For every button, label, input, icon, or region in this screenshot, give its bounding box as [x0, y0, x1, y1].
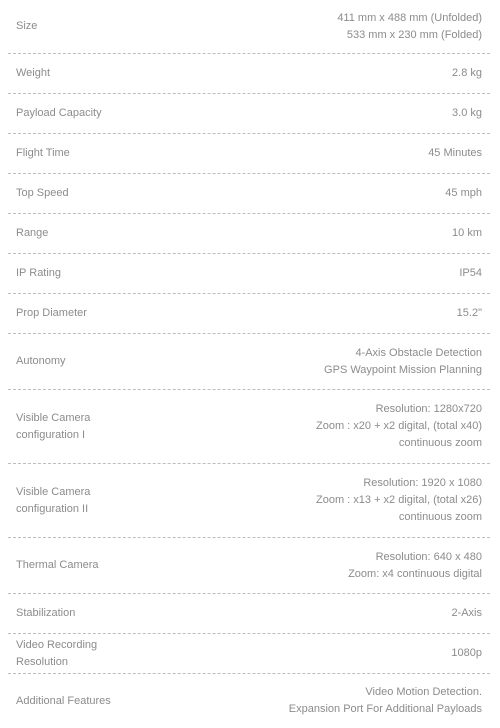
spec-value [146, 645, 482, 662]
spec-row-flight-time [8, 134, 490, 174]
spec-label: Visible Camera configuration I [16, 411, 91, 441]
spec-label: Visible Camera configuration II [16, 485, 91, 515]
spec-value [111, 684, 482, 718]
spec-value-line: 2.8 kg [452, 67, 482, 79]
spec-row-video-recording [8, 634, 490, 674]
spec-value-line: continuous zoom [398, 511, 482, 523]
spec-row-range [8, 214, 490, 254]
spec-value [87, 305, 482, 322]
spec-row-visible-camera-2 [8, 464, 490, 538]
spec-value [50, 65, 482, 82]
spec-value [75, 605, 482, 622]
spec-value [69, 185, 482, 202]
spec-row-weight [8, 54, 490, 94]
spec-value-line: 3.0 kg [452, 107, 482, 119]
spec-value [146, 401, 482, 452]
spec-value-line: Zoom : x13 + x2 digital, (total x26) [316, 494, 482, 506]
spec-value-line: 533 mm x 230 mm (Folded) [346, 28, 482, 41]
spec-value-line: Resolution: 640 x 480 [375, 550, 482, 563]
spec-value [48, 225, 482, 242]
spec-value-line: 45 mph [445, 187, 482, 199]
spec-label: IP Rating [16, 267, 62, 279]
spec-value [37, 10, 482, 44]
spec-value-line: Expansion Port For Additional Payloads [288, 703, 482, 715]
spec-value-line: Resolution: 1920 x 1080 [363, 477, 482, 489]
spec-value-line: Zoom: x4 continuous digital [348, 567, 482, 580]
spec-label: Video Recording Resolution [16, 638, 98, 668]
spec-label: Prop Diameter [16, 307, 87, 319]
spec-value-line: 2-Axis [451, 607, 482, 619]
spec-value [66, 345, 482, 379]
spec-row-size [8, 0, 490, 54]
spec-value-line: Video Motion Detection. [365, 686, 482, 698]
spec-label: Size [16, 20, 38, 32]
spec-label: Additional Features [16, 694, 111, 707]
spec-value-line: Zoom : x20 + x2 digital, (total x40) [316, 420, 482, 432]
spec-row-prop-diameter [8, 294, 490, 334]
spec-value-line: 4-Axis Obstacle Detection [355, 346, 482, 359]
spec-row-stabilization [8, 594, 490, 634]
spec-value-line: Resolution: 1280x720 [375, 403, 482, 415]
spec-row-thermal-camera [8, 538, 490, 594]
spec-value [99, 549, 482, 583]
spec-label: Thermal Camera [16, 559, 99, 571]
spec-value [61, 265, 482, 282]
spec-value-line: 45 Minutes [428, 147, 482, 159]
spec-row-top-speed [8, 174, 490, 214]
spec-label: Stabilization [16, 607, 76, 619]
spec-row-autonomy [8, 334, 490, 390]
spec-label: Autonomy [16, 355, 66, 367]
spec-row-payload-capacity [8, 94, 490, 134]
spec-row-additional-features [8, 674, 490, 728]
spec-value-line: 411 mm x 488 mm (Unfolded) [337, 11, 482, 24]
spec-label: Top Speed [16, 187, 69, 199]
spec-label: Weight [16, 67, 51, 79]
spec-value-line: 1080p [451, 647, 482, 659]
spec-value [102, 105, 482, 122]
spec-value-line: continuous zoom [398, 437, 482, 449]
spec-label: Range [16, 227, 49, 239]
spec-row-visible-camera-1 [8, 390, 490, 464]
spec-value-line: GPS Waypoint Mission Planning [324, 363, 482, 376]
spec-row-ip-rating [8, 254, 490, 294]
spec-value [146, 475, 482, 526]
spec-value-line: IP54 [459, 267, 482, 279]
spec-value-line: 10 km [452, 227, 482, 239]
spec-value [70, 145, 482, 162]
spec-label: Flight Time [16, 147, 70, 159]
spec-value-line: 15.2" [456, 307, 482, 319]
spec-label: Payload Capacity [16, 107, 102, 119]
